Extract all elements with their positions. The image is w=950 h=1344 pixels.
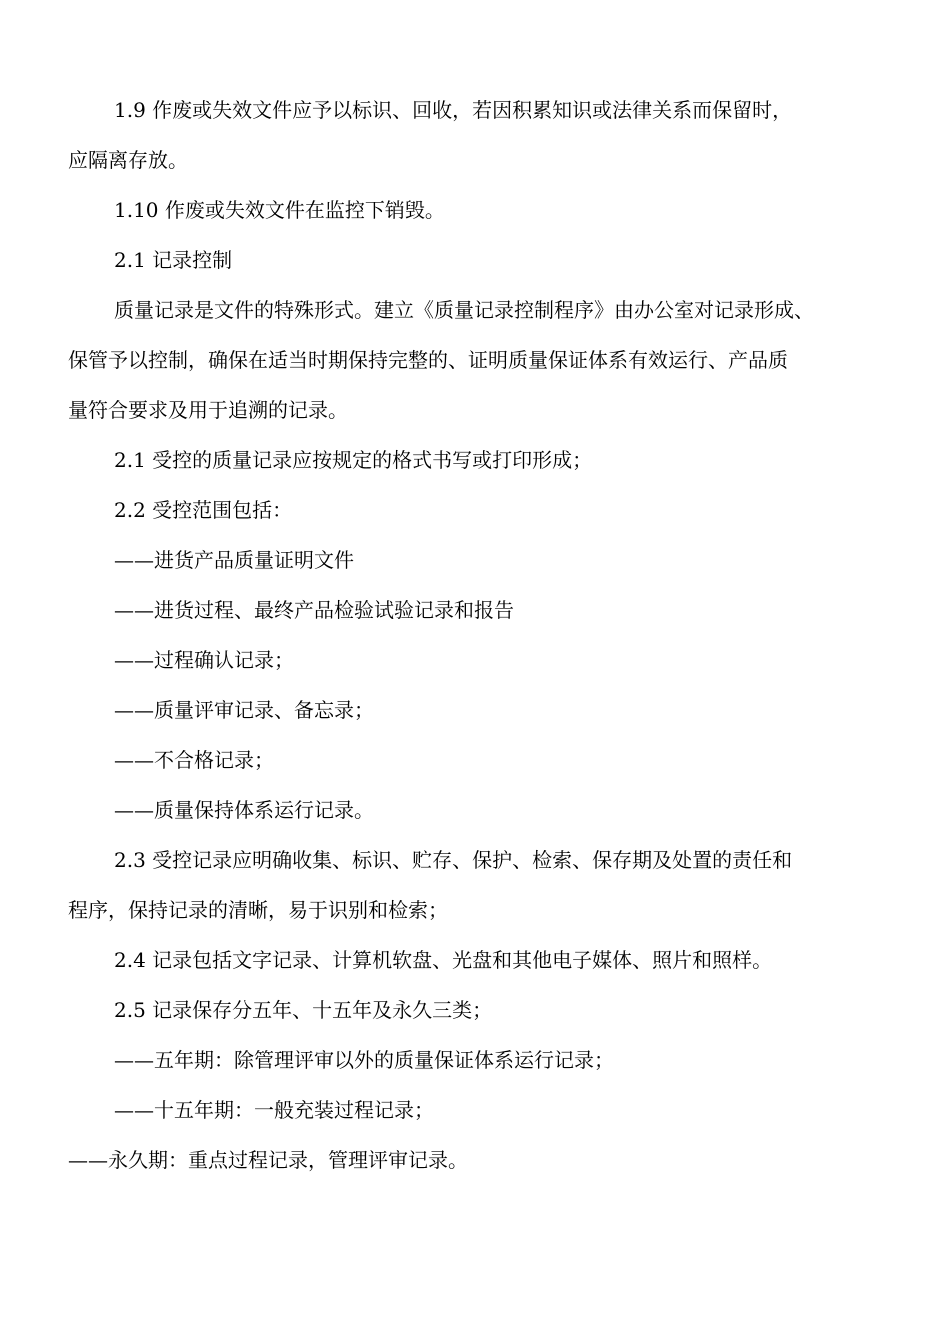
heading-2-1: 2.1 记录控制 (114, 248, 233, 272)
paragraph-intro-line-3: 量符合要求及用于追溯的记录。 (68, 398, 348, 422)
paragraph-intro-line-2: 保管予以控制，确保在适当时期保持完整的、证明质量保证体系有效运行、产品质 (68, 348, 788, 372)
paragraph-2-4: 2.4 记录包括文字记录、计算机软盘、光盘和其他电子媒体、照片和照样。 (114, 948, 773, 972)
paragraph-1-9-line-2: 应隔离存放。 (68, 148, 188, 172)
paragraph-2-3-line-1: 2.3 受控记录应明确收集、标识、贮存、保护、检索、保存期及处置的责任和 (114, 848, 793, 872)
paragraph-intro-line-1: 质量记录是文件的特殊形式。建立《质量记录控制程序》由办公室对记录形成、 (114, 298, 814, 322)
paragraph-2-1: 2.1 受控的质量记录应按规定的格式书写或打印形成； (114, 448, 593, 472)
list-item: ——进货产品质量证明文件 (114, 548, 354, 572)
paragraph-1-10: 1.10 作废或失效文件在监控下销毁。 (114, 198, 445, 222)
paragraph-1-9-line-1: 1.9 作废或失效文件应予以标识、回收，若因积累知识或法律关系而保留时， (114, 98, 793, 122)
list-item: ——过程确认记录； (114, 648, 294, 672)
list-item: ——不合格记录； (114, 748, 274, 772)
paragraph-2-2: 2.2 受控范围包括： (114, 498, 293, 522)
paragraph-2-3-line-2: 程序，保持记录的清晰，易于识别和检索； (68, 898, 448, 922)
list-item: ——进货过程、最终产品检验试验记录和报告 (114, 598, 514, 622)
list-item: ——永久期：重点过程记录，管理评审记录。 (68, 1148, 468, 1172)
list-item: ——五年期：除管理评审以外的质量保证体系运行记录； (114, 1048, 614, 1072)
paragraph-2-5: 2.5 记录保存分五年、十五年及永久三类； (114, 998, 493, 1022)
list-item: ——质量评审记录、备忘录； (114, 698, 374, 722)
list-item: ——质量保持体系运行记录。 (114, 798, 374, 822)
list-item: ——十五年期：一般充装过程记录； (114, 1098, 434, 1122)
